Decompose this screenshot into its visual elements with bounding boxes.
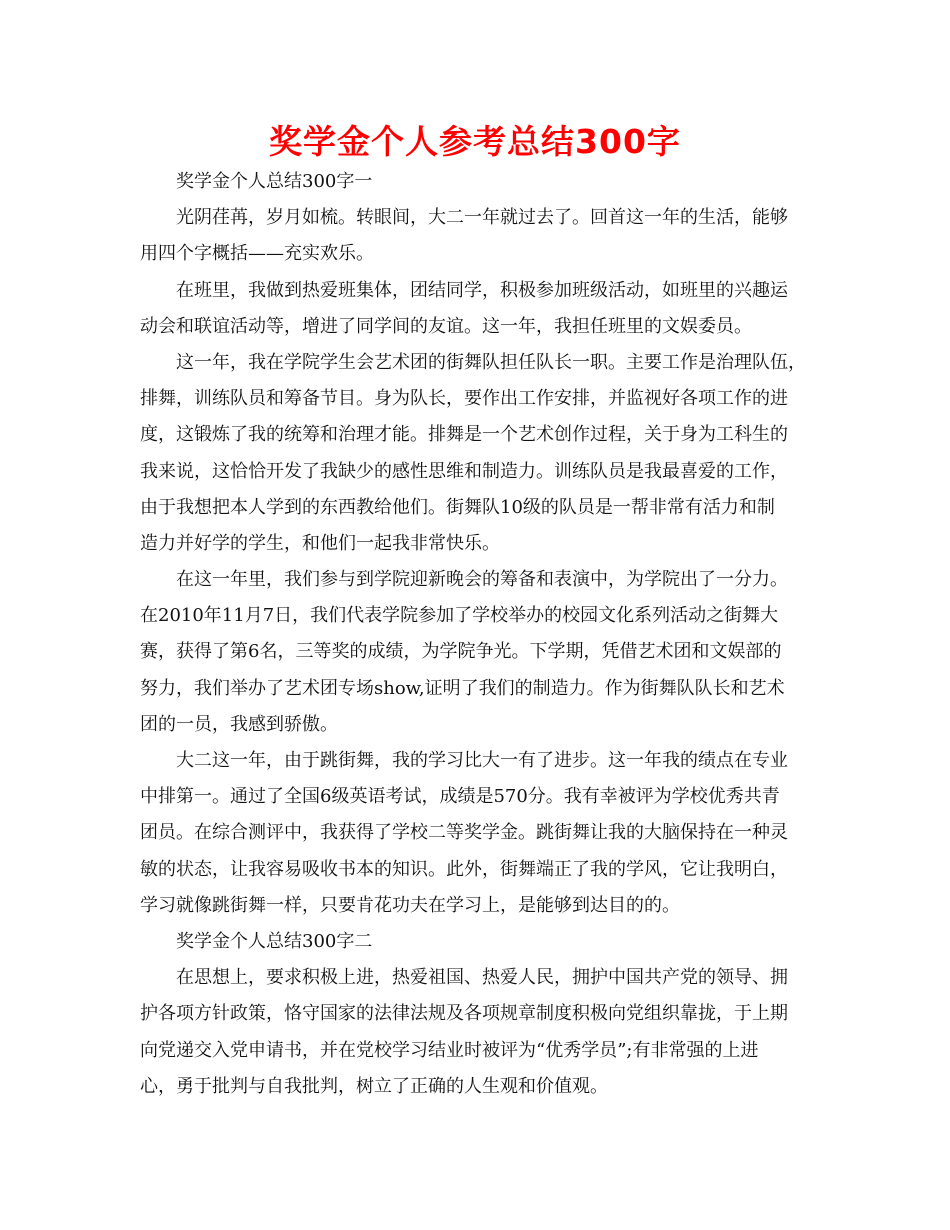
body-text-line: 敏的状态，让我容易吸收书本的知识。此外，街舞端正了我的学风，它让我明白，	[140, 858, 788, 880]
body-text-line: 在这一年里，我们参与到学院迎新晚会的筹备和表演中，为学院出了一分力。	[176, 569, 788, 591]
body-text-line: 在2010年11月7日，我们代表学院参加了学校举办的校园文化系列活动之街舞大	[140, 605, 779, 627]
body-text-line: 由于我想把本人学到的东西教给他们。街舞队10级的队员是一帮非常有活力和制	[140, 496, 775, 518]
body-text-line: 在思想上，要求积极上进，热爱祖国、热爱人民，拥护中国共产党的领导、拥	[176, 967, 788, 989]
body-text-line: 团的一员，我感到骄傲。	[140, 713, 338, 735]
body-text-line: 努力，我们举办了艺术团专场show,证明了我们的制造力。作为街舞队队长和艺术	[140, 677, 785, 699]
body-text-line: 奖学金个人总结300字一	[176, 171, 373, 192]
body-text-line: 我来说，这恰恰开发了我缺少的感性思维和制造力。训练队员是我最喜爱的工作，	[140, 460, 788, 482]
body-text-line: 度，这锻炼了我的统筹和治理才能。排舞是一个艺术创作过程，关于身为工科生的	[140, 424, 788, 446]
document-title: 奖学金个人参考总结300字	[269, 122, 681, 161]
body-text-line: 护各项方针政策，恪守国家的法律法规及各项规章制度积极向党组织靠拢，于上期	[140, 1003, 788, 1025]
body-text-line: 在班里，我做到热爱班集体，团结同学，积极参加班级活动，如班里的兴趣运	[176, 279, 788, 301]
body-text-line: 奖学金个人总结300字二	[176, 930, 373, 952]
body-text-line: 中排第一。通过了全国6级英语考试，成绩是570分。我有幸被评为学校优秀共青	[140, 786, 780, 808]
body-text-line: 光阴荏苒，岁月如梳。转眼间，大二一年就过去了。回首这一年的生活，能够	[176, 207, 788, 229]
body-text-line: 向党递交入党申请书，并在党校学习结业时被评为“优秀学员”;有非常强的上进	[140, 1039, 759, 1061]
document-body	[140, 164, 820, 1105]
body-text-line: 赛，获得了第6名，三等奖的成绩，为学院争光。下学期，凭借艺术团和文娱部的	[140, 641, 782, 663]
body-text-line: 排舞，训练队员和筹备节目。身为队长，要作出工作安排，并监视好各项工作的进	[140, 388, 788, 410]
body-text-line: 团员。在综合测评中，我获得了学校二等奖学金。跳街舞让我的大脑保持在一种灵	[140, 822, 788, 844]
body-text-line: 动会和联谊活动等，增进了同学间的友谊。这一年，我担任班里的文娱委员。	[140, 315, 752, 337]
body-text-line: 大二这一年，由于跳街舞，我的学习比大一有了进步。这一年我的绩点在专业	[176, 750, 788, 771]
body-text-line: 学习就像跳街舞一样，只要肯花功夫在学习上，是能够到达目的的。	[140, 894, 680, 916]
body-text-line: 这一年，我在学院学生会艺术团的街舞队担任队长一职。主要工作是治理队伍，	[176, 351, 806, 373]
body-text-line: 心，勇于批判与自我批判，树立了正确的人生观和价值观。	[140, 1075, 608, 1097]
body-text-line: 造力并好学的学生，和他们一起我非常快乐。	[140, 532, 500, 554]
body-text-line: 用四个字概括——充实欢乐。	[140, 243, 374, 265]
